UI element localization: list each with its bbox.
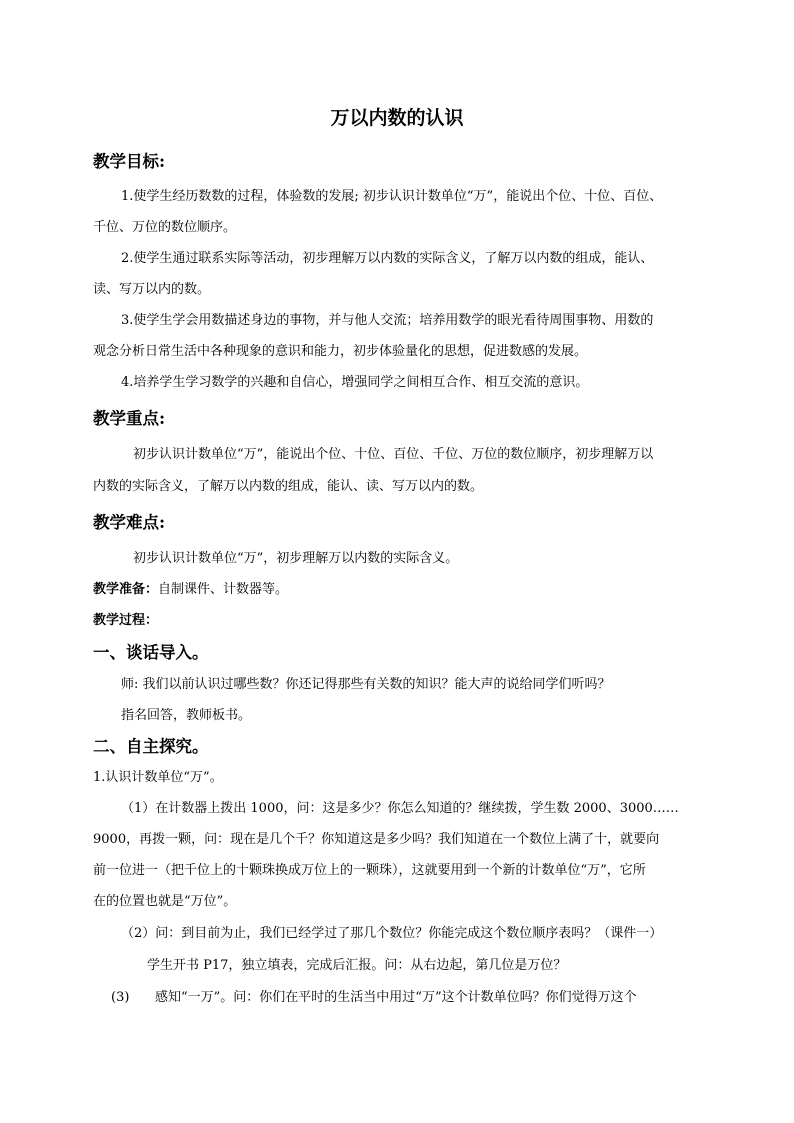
goal-4-line-1: 4.培养学生学习数学的兴趣和自信心，增强同学之间相互合作、相互交流的意识。 [121,375,589,390]
goals-heading: 教学目标: [93,152,166,171]
item-3-number: (3) [111,990,130,1005]
goal-2-line-2: 读、写万以内的数。 [93,282,211,297]
goal-1-line-1: 1.使学生经历数数的过程，体验数的发展; 初步认识计数单位“万”，能说出个位、十位、百位、 [121,189,663,204]
process-heading: 教学过程： [93,613,159,628]
goal-2-line-1: 2.使学生通过联系实际等活动，初步理解万以内数的实际含义，了解万以内数的组成，能认、 [121,251,654,266]
section-1-line-1: 师: 我们以前认识过哪些数？你还记得那些有关数的知识？能大声的说给同学们听吗？ [121,677,611,692]
item-1-line-1: （1）在计数器上拨出 1000，问：这是多少？你怎么知道的？继续拨，学生数 2000、3000…… [121,801,679,816]
preparation-line [93,580,288,600]
item-1-line-4: 在的位置也就是“万位”。 [93,894,237,909]
item-1-line-3: 前一位进一（把千位上的十颗珠换成万位上的一颗珠），这就要用到一个新的计数单位“万”，它所 [93,863,646,878]
item-1-line-2: 9000，再拨一颗，问：现在是几个千？你知道这是多少吗？我们知道在一个数位上满了十，就要向 [93,832,660,847]
section-1-line-2: 指名回答，教师板书。 [121,708,252,723]
item-2-line-2: 学生开书 P17，独立填表，完成后汇报。问：从右边起，第几位是万位？ [147,958,567,973]
item-2-line-1: （2）问：到目前为止，我们已经学过了那几个数位？你能完成这个数位顺序表吗？（课件一） [121,926,663,941]
goal-1-line-2: 千位、万位的数位顺序。 [93,220,237,235]
section-1-heading: 一、谈话导入。 [93,643,209,662]
difficult-points-heading: 教学难点: [93,513,166,532]
item-3-line-1: 感知“一万”。问：你们在平时的生活当中用过“万”这个计数单位吗？你们觉得万这个 [155,990,637,1005]
difficult-points-line: 初步认识计数单位“万”，初步理解万以内数的实际含义。 [133,551,459,566]
section-2-subheading: 1.认识计数单位“万”。 [93,770,223,785]
key-points-heading: 教学重点: [93,409,166,428]
key-points-line-1: 初步认识计数单位“万”，能说出个位、十位、百位、千位、万位的数位顺序，初步理解万以 [133,447,654,462]
preparation-text: 自制课件、计数器等。 [158,582,289,597]
section-2-heading: 二、自主探究。 [93,737,209,756]
goal-3-line-1: 3.使学生学会用数描述身边的事物，并与他人交流；培养用数学的眼光看待周围事物、用数的 [121,313,654,328]
document-title: 万以内数的认识 [330,107,464,129]
goal-3-line-2: 观念分析日常生活中各种现象的意识和能力，初步体验量化的思想，促进数感的发展。 [93,344,588,359]
key-points-line-2: 内数的实际含义，了解万以内数的组成，能认、读、写万以内的数。 [93,479,484,494]
preparation-label: 教学准备： [93,582,159,597]
